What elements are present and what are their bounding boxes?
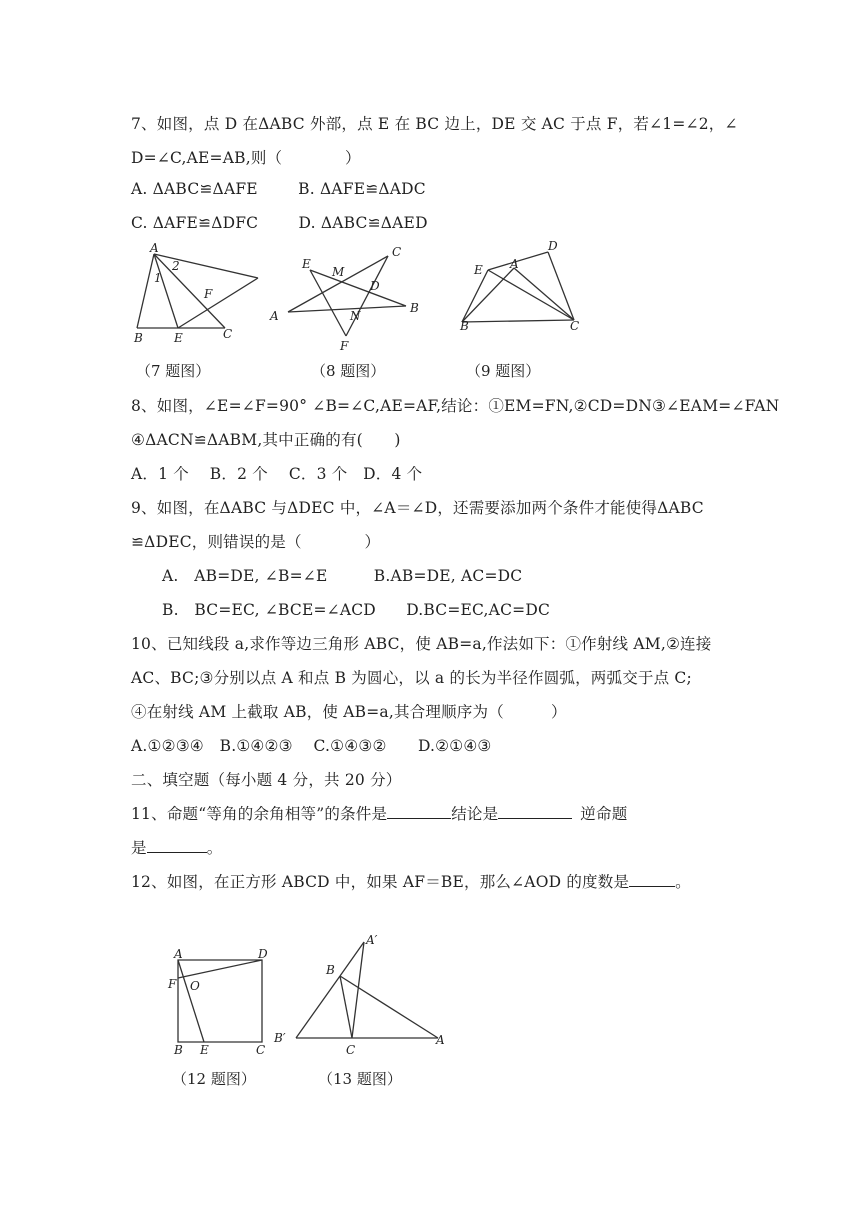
fig12-label-a: A: [174, 947, 183, 961]
fig7-label-1: 1: [154, 271, 162, 285]
q11-blank-condition[interactable]: [387, 804, 451, 819]
fig12-label-b: B: [174, 1043, 183, 1057]
q10-line2: AC、BC;③分别以点 A 和点 B 为圆心，以 a 的长为半径作圆弧，两弧交于点 C;: [131, 669, 692, 687]
figure-12-diagram: [166, 944, 278, 1056]
q7-option-c: C. ΔAFE≌ΔDFC: [131, 214, 259, 232]
fig9-label-a: A: [510, 257, 519, 271]
fig13-label-a: A: [436, 1033, 445, 1047]
fig8-label-d: D: [370, 279, 380, 293]
fig13-label-b: B: [326, 963, 335, 977]
q12-text-end: 。: [675, 873, 691, 891]
fig13-label-a-prime: A′: [366, 933, 378, 947]
caption-fig13: （13 题图）: [318, 1070, 402, 1088]
fig8-label-c: C: [392, 245, 402, 259]
fig13-label-b-prime: B′: [274, 1031, 286, 1045]
q11-text-converse: 逆命题: [580, 805, 628, 823]
fig12-label-d: D: [258, 947, 268, 961]
q9-options-row1: [162, 564, 522, 586]
q7-option-a: A. ΔABC≌ΔAFE: [131, 180, 258, 198]
caption-fig9: （9 题图）: [466, 362, 541, 380]
figure-13-diagram: [272, 930, 462, 1058]
fig9-label-c: C: [570, 319, 580, 333]
q9-option-b: B.AB=DE, AC=DC: [373, 567, 523, 585]
q8-line2: ④ΔACN≌ΔABM,其中正确的有( ): [131, 431, 401, 449]
q10-line3: ④在射线 AM 上截取 AB，使 AB=a,其合理顺序为（ ）: [131, 703, 567, 721]
q9-line1: 9、如图，在ΔABC 与ΔDEC 中，∠A＝∠D，还需要添加两个条件才能使得ΔABC: [131, 499, 704, 517]
fig7-label-f: F: [204, 287, 213, 301]
caption-fig8: （8 题图）: [311, 362, 386, 380]
fig7-label-c: C: [223, 327, 233, 341]
q11-text-end: 。: [206, 839, 223, 857]
section-2-title: 二、填空题（每小题 4 分，共 20 分）: [131, 771, 402, 789]
q9-line2: ≌ΔDEC，则错误的是（ ）: [131, 533, 381, 551]
q11-text-conclusion: 结论是: [451, 805, 499, 823]
q9-option-d: D.BC=EC,AC=DC: [406, 601, 551, 619]
fig12-label-o: O: [190, 979, 200, 993]
fig7-label-2: 2: [172, 259, 180, 273]
fig8-label-e: E: [302, 257, 311, 271]
q7-options-row1: [131, 180, 426, 198]
q9-option-a: A. AB=DE, ∠B=∠E: [162, 567, 328, 585]
fig12-label-f: F: [168, 977, 177, 991]
caption-fig7: （7 题图）: [136, 362, 211, 380]
caption-fig12: （12 题图）: [172, 1070, 256, 1088]
q10-options: A.①②③④ B.①④②③ C.①④③② D.②①④③: [131, 737, 492, 755]
fig13-label-c: C: [346, 1043, 356, 1057]
fig8-label-a: A: [270, 309, 279, 323]
fig8-label-f: F: [340, 339, 349, 353]
figure-7-diagram: [128, 242, 268, 347]
fig7-label-e: E: [174, 331, 183, 345]
q12-text: 12、如图，在正方形 ABCD 中，如果 AF＝BE，那么∠AOD 的度数是: [131, 873, 630, 891]
fig8-label-m: M: [332, 265, 345, 279]
q12-line1: [131, 870, 691, 892]
fig7-label-b: B: [134, 331, 143, 345]
q7-options-row2: [131, 214, 428, 232]
q11-blank-converse[interactable]: [147, 838, 207, 853]
q7-option-d: D. ΔABC≌ΔAED: [298, 214, 428, 232]
q11-line2: [131, 836, 222, 858]
fig9-label-d: D: [548, 239, 558, 253]
q12-blank-angle[interactable]: [629, 872, 675, 887]
q11-blank-conclusion[interactable]: [498, 804, 572, 819]
q9-option-c: B. BC=EC, ∠BCE=∠ACD: [162, 601, 376, 619]
q11-text-condition: 11、命题“等角的余角相等”的条件是: [131, 805, 388, 823]
q8-options: A．1 个 B．2 个 C．3 个 D．4 个: [131, 465, 423, 483]
q11-line1: [131, 802, 627, 824]
q9-options-row2: [162, 598, 550, 620]
q11-text-is: 是: [131, 839, 147, 857]
fig8-label-n: N: [350, 309, 361, 323]
fig9-label-e: E: [474, 263, 483, 277]
q7-option-b: B. ΔAFE≌ΔADC: [298, 180, 426, 198]
q7-line2: D=∠C,AE=AB,则（ ）: [131, 149, 361, 167]
fig9-label-b: B: [460, 319, 469, 333]
q7-line1: 7、如图，点 D 在ΔABC 外部，点 E 在 BC 边上，DE 交 AC 于点 F，若∠1=∠2，∠: [131, 115, 738, 133]
fig7-label-a: A: [150, 241, 159, 255]
q8-line1: 8、如图，∠E=∠F=90° ∠B=∠C,AE=AF,结论：①EM=FN,②CD=DN③∠EAM=∠FAN: [131, 397, 780, 415]
fig8-label-b: B: [410, 301, 419, 315]
q10-line1: 10、已知线段 a,求作等边三角形 ABC，使 AB=a,作法如下：①作射线 AM,②连接: [131, 635, 712, 653]
figure-9-diagram: [456, 238, 596, 333]
fig12-label-c: C: [256, 1043, 266, 1057]
figure-8-diagram: [266, 242, 426, 352]
fig12-label-e: E: [200, 1043, 209, 1057]
